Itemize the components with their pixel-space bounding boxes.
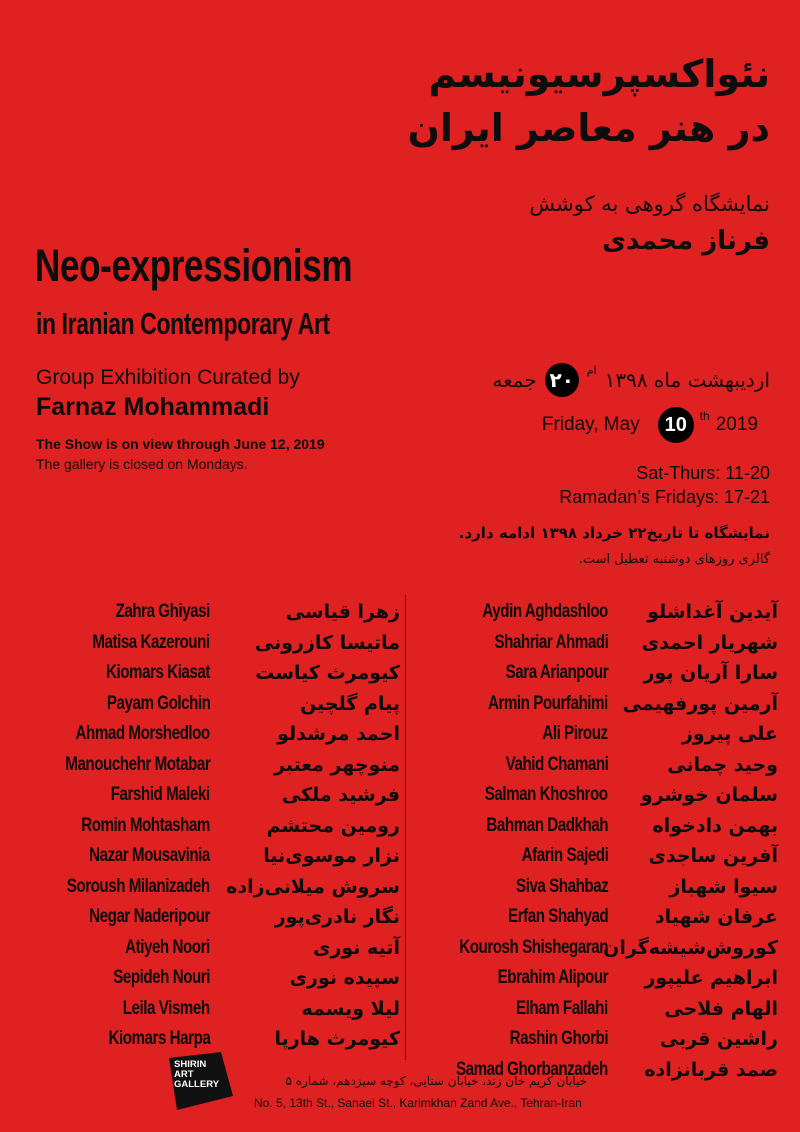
artist-name-english [10, 845, 210, 867]
farsi-date-suffix: ام [586, 364, 597, 377]
artist-name-farsi: علی پیروز [681, 723, 778, 746]
artist-name-english-text: Salman Khoshroo [485, 784, 608, 806]
artist-list-left [10, 597, 410, 1055]
artist-row [408, 902, 788, 933]
artist-name-farsi: نزار موسوی‌نیا [263, 845, 400, 868]
artist-row [10, 872, 410, 903]
artist-name-english-text: Negar Naderipour [89, 906, 210, 928]
artist-name-english-text: Soroush Milanizadeh [67, 875, 210, 897]
artist-row [408, 1024, 788, 1055]
artist-name-farsi: سپیده نوری [289, 967, 400, 990]
artist-name-farsi: زهرا قیاسی [285, 601, 400, 624]
artist-row [408, 719, 788, 750]
artist-name-farsi: سیوا شهباز [669, 875, 778, 898]
english-subtitle: Group Exhibition Curated by [36, 366, 300, 389]
address-farsi: خیابان کریم خان زند، خیابان سنایی، کوچه سیزدهم، شماره ۵ [285, 1074, 587, 1088]
farsi-closed-note: گالری روزهای دوشنبه تعطیل است. [578, 552, 770, 567]
artist-name-farsi: آرمین پورفهیمی [622, 692, 778, 715]
artist-name-english [408, 937, 608, 959]
english-date [542, 405, 758, 445]
farsi-date-rest: اردیبهشت ماه ۱۳۹۸ [604, 368, 770, 392]
artist-name-english-text: Ahmad Morshedloo [75, 723, 210, 745]
artist-row [10, 658, 410, 689]
artist-name-farsi: نگار نادری‌پور [274, 906, 400, 929]
artist-row [408, 689, 788, 720]
artist-name-english-text: Afarin Sajedi [521, 845, 608, 867]
opening-hours-weekdays: Sat-Thurs: 11-20 [636, 463, 770, 483]
artist-name-farsi: بهمن دادخواه [652, 814, 778, 837]
artist-name-english-text: Matisa Kazerouni [92, 631, 210, 653]
artist-name-english-text: Kiomars Harpa [108, 1028, 210, 1050]
artist-name-english-text: Atiyeh Noori [125, 936, 210, 958]
artist-row [10, 933, 410, 964]
artist-name-english [408, 601, 608, 623]
artist-name-farsi: سلمان خوشرو [640, 784, 778, 807]
artist-row [10, 994, 410, 1025]
artist-name-english [10, 906, 210, 928]
artist-name-english [408, 723, 608, 745]
artist-name-english [408, 998, 608, 1020]
logo-line: ART [174, 1069, 194, 1080]
artist-name-english [10, 876, 210, 898]
artist-name-english-text: Zahra Ghiyasi [115, 601, 210, 623]
farsi-date-prefix: جمعه [492, 368, 537, 392]
english-on-view-note: The Show is on view through June 12, 2019 [36, 436, 325, 452]
artist-name-english [10, 784, 210, 806]
english-title-line-1: Neo-expressionism [35, 240, 353, 291]
artist-name-english-text: Aydin Aghdashloo [482, 601, 608, 623]
gallery-logo-text [174, 1060, 219, 1090]
logo-line: GALLERY [174, 1079, 220, 1090]
farsi-date-day-circle: ۲۰ [545, 363, 579, 397]
artist-name-english-text: Vahid Chamani [505, 753, 608, 775]
artist-row [408, 841, 788, 872]
artist-row [408, 780, 788, 811]
artist-name-farsi: سارا آریان پور [643, 662, 778, 685]
artist-row [10, 780, 410, 811]
artist-name-english [408, 784, 608, 806]
artist-row [10, 1024, 410, 1055]
english-date-day-circle: 10 [658, 407, 694, 443]
artist-name-english [408, 876, 608, 898]
farsi-date [492, 362, 770, 398]
artist-name-english [408, 632, 608, 654]
artist-list-right [408, 597, 788, 1085]
artist-name-farsi: احمد مرشدلو [277, 723, 400, 746]
farsi-curator: فرناز محمدی [602, 226, 770, 256]
artist-name-english-text: Sara Arianpour [505, 662, 608, 684]
english-title-line-2: in Iranian Contemporary Art [36, 306, 330, 341]
artist-name-english [408, 754, 608, 776]
artist-name-english-text: Armin Pourfahimi [488, 692, 608, 714]
artist-name-farsi: ابراهیم علیپور [644, 967, 778, 990]
artist-row [408, 811, 788, 842]
artist-name-english-text: Payam Golchin [106, 692, 210, 714]
artist-name-farsi: راشین قربی [659, 1028, 778, 1051]
artist-row [408, 994, 788, 1025]
artist-name-english-text: Erfan Shahyad [507, 906, 608, 928]
artist-row [408, 750, 788, 781]
artist-row [408, 597, 788, 628]
english-date-prefix: Friday, May [541, 414, 640, 435]
artist-name-english [10, 662, 210, 684]
artist-name-farsi: پیام گلچین [300, 692, 400, 715]
english-curator: Farnaz Mohammadi [36, 393, 270, 421]
artist-name-farsi: آفرین ساجدی [648, 845, 778, 868]
artist-name-farsi: شهریار احمدی [641, 631, 778, 654]
artist-name-english [10, 601, 210, 623]
artist-name-farsi: الهام فلاحی [664, 997, 778, 1020]
artist-name-english-text: Bahman Dadkhah [486, 814, 608, 836]
artist-row [10, 902, 410, 933]
artist-name-english-text: Ebrahim Alipour [497, 967, 608, 989]
farsi-subtitle: نمایشگاه گروهی به کوشش [529, 192, 770, 216]
artist-row [10, 719, 410, 750]
artist-name-english [408, 1028, 608, 1050]
artist-name-english [408, 815, 608, 837]
artist-name-english-text: Romin Mohtasham [81, 814, 210, 836]
artist-name-english [408, 967, 608, 989]
artist-name-farsi: آتیه نوری [313, 936, 400, 959]
artist-name-farsi: صمد قربانزاده [644, 1058, 778, 1081]
artist-name-english-text: Nazar Mousavinia [89, 845, 210, 867]
artist-name-english-text: Farshid Maleki [111, 784, 210, 806]
english-date-year: 2019 [715, 414, 758, 435]
artist-row [10, 689, 410, 720]
english-closed-note: The gallery is closed on Mondays. [36, 456, 248, 472]
artist-name-farsi: سروش میلانی‌زاده [226, 875, 400, 898]
artist-name-english-text: Samad Ghorbanzadeh [456, 1058, 608, 1080]
artist-name-english [10, 723, 210, 745]
artist-name-english [10, 754, 210, 776]
farsi-on-view-note: نمایشگاه تا تاریخ۲۲ خرداد ۱۳۹۸ ادامه دارد. [458, 524, 770, 542]
artist-row [408, 963, 788, 994]
artist-row [408, 933, 788, 964]
artist-row [408, 658, 788, 689]
artist-name-english-text: Kourosh Shishegaran [459, 936, 608, 958]
opening-hours-fridays: Ramadan’s Fridays: 17-21 [559, 487, 770, 507]
artist-name-english-text: Kiomars Kiasat [106, 662, 210, 684]
artist-name-english [10, 693, 210, 715]
artist-name-english-text: Shahriar Ahmadi [494, 631, 608, 653]
artist-name-english [10, 815, 210, 837]
artist-row [10, 628, 410, 659]
artist-name-farsi: کوروش‌شیشه‌گران [603, 936, 778, 959]
artist-name-english [408, 693, 608, 715]
farsi-title-line-2: در هنر معاصر ایران [407, 106, 770, 150]
artist-row [10, 811, 410, 842]
artist-row [10, 750, 410, 781]
artist-name-english [10, 1028, 210, 1050]
artist-row [10, 963, 410, 994]
artist-name-farsi: لیلا ویسمه [301, 997, 400, 1020]
artist-name-english [408, 845, 608, 867]
artist-name-english [408, 662, 608, 684]
artist-name-farsi: منوچهر معتبر [274, 753, 400, 776]
artist-row [408, 872, 788, 903]
artist-name-farsi: کیومرث هارپا [274, 1028, 400, 1051]
artist-name-english [10, 937, 210, 959]
artist-name-english-text: Siva Shahbaz [515, 875, 608, 897]
artist-name-english-text: Sepideh Nouri [113, 967, 210, 989]
artist-name-english [10, 998, 210, 1020]
artist-row [10, 841, 410, 872]
artist-name-english [408, 906, 608, 928]
farsi-title-line-1: نئواکسپرسیونیسم [428, 52, 770, 96]
artist-name-farsi: وحید چمانی [667, 753, 778, 776]
artist-name-english-text: Manouchehr Motabar [64, 753, 210, 775]
address-english: No. 5, 13th St., Sanaei St., Karimkhan Zand Ave., Tehran-Iran [254, 1096, 582, 1110]
artist-row [10, 597, 410, 628]
artist-name-farsi: ماتیسا کازرونی [254, 631, 400, 654]
column-divider [405, 595, 406, 1060]
artist-name-farsi: عرفان شهیاد [654, 906, 778, 929]
artist-name-english-text: Ali Pirouz [542, 723, 608, 745]
artist-name-farsi: کیومرث کیاست [255, 662, 400, 685]
artist-name-english-text: Elham Fallahi [516, 997, 608, 1019]
artist-name-english-text: Rashin Ghorbi [509, 1028, 608, 1050]
artist-name-english [10, 632, 210, 654]
english-date-suffix: th [699, 409, 710, 423]
artist-name-farsi: رومین محتشم [266, 814, 400, 837]
artist-name-farsi: آیدین آغداشلو [647, 601, 778, 624]
artist-name-english [10, 967, 210, 989]
artist-name-farsi: فرشید ملکی [281, 784, 400, 807]
artist-name-english-text: Leila Vismeh [123, 997, 210, 1019]
artist-row [408, 628, 788, 659]
logo-line: SHIRIN [174, 1059, 207, 1070]
